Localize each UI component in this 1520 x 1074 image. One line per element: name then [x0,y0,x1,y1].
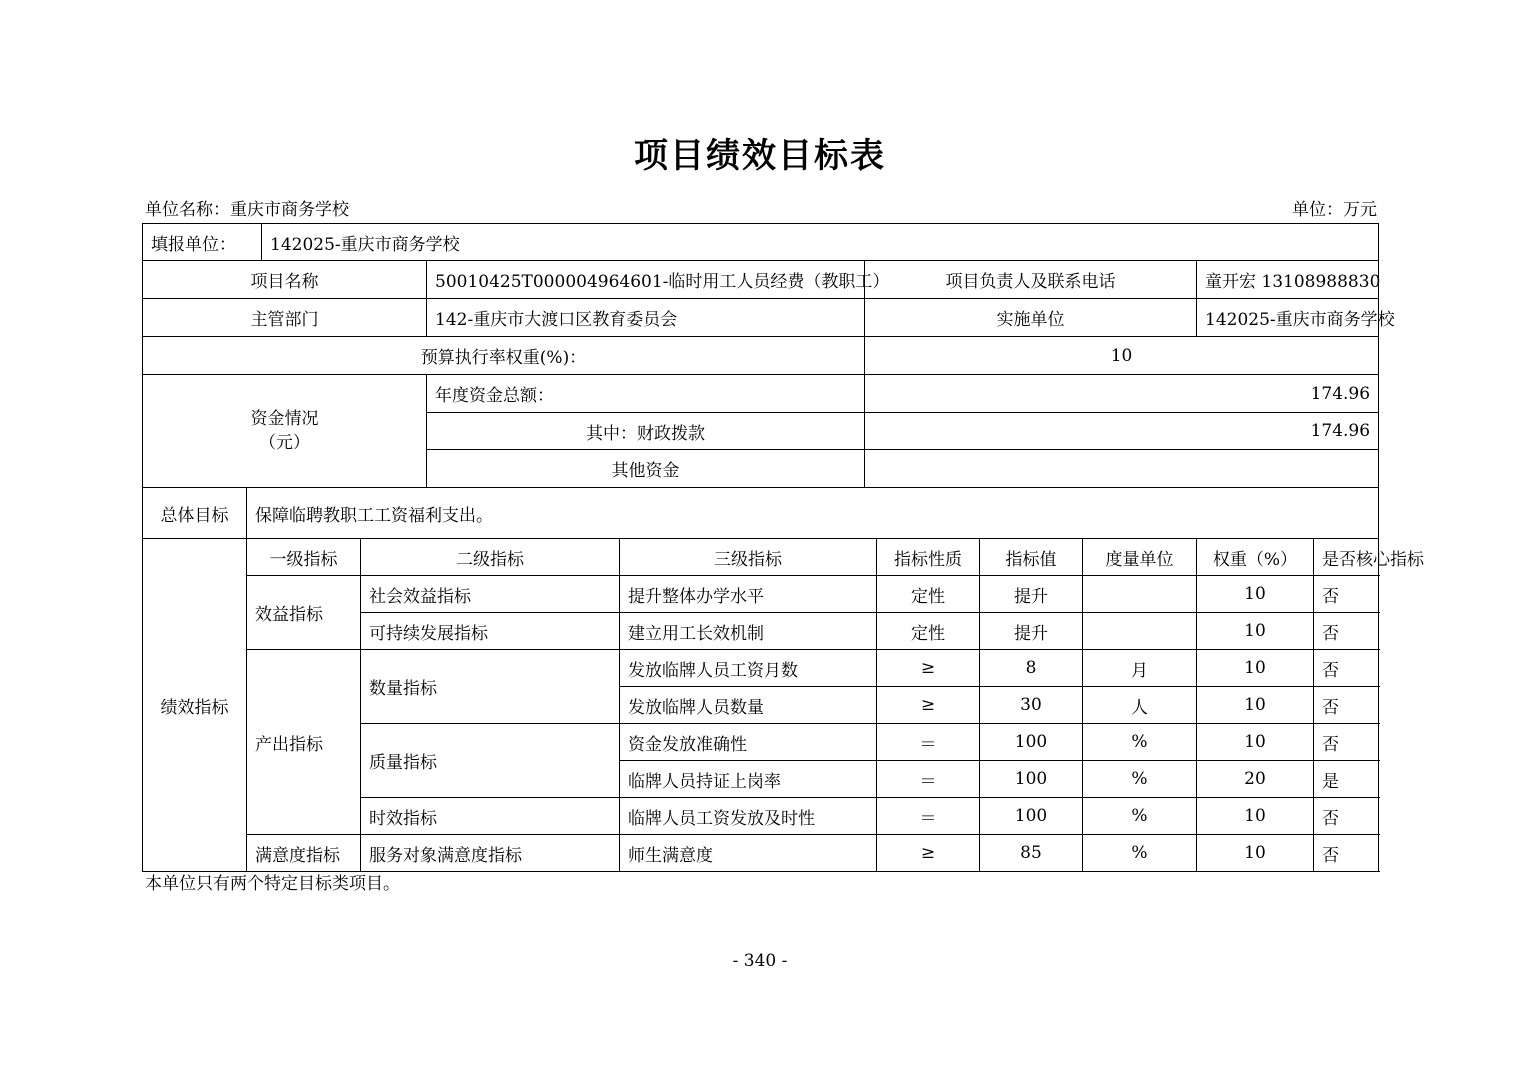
overall-row [143,488,1379,539]
core-cell: 否 [1314,798,1379,835]
level3-cell: 建立用工长效机制 [620,613,877,650]
level3-cell: 发放临牌人员工资月数 [620,650,877,687]
weight-cell: 10 [1197,613,1314,650]
header-core: 是否核心指标 [1314,539,1379,576]
nature-cell: ＝ [877,798,980,835]
funds-label-line2: （元） [259,433,310,453]
nature-cell: ≥ [877,687,980,724]
performance-target-table [142,223,1424,872]
weight-cell: 10 [1197,576,1314,613]
page-number: - 340 - [732,951,788,971]
value-cell: 85 [980,835,1083,872]
level1-satisfaction: 满意度指标 [247,835,361,872]
weight-cell: 20 [1197,761,1314,798]
leader-label: 项目负责人及联系电话 [865,261,1197,299]
level2-quantity: 数量指标 [361,650,620,724]
nature-cell: ＝ [877,761,980,798]
unit-name: 单位名称：重庆市商务学校 [145,200,349,220]
footnote: 本单位只有两个特定目标类项目。 [145,874,400,894]
core-cell: 否 [1314,576,1379,613]
level2-social: 社会效益指标 [361,576,620,613]
funds-total-row [143,375,1379,413]
header-nature: 指标性质 [877,539,980,576]
unit-cell [1083,576,1197,613]
level2-sustainable: 可持续发展指标 [361,613,620,650]
value-cell: 提升 [980,576,1083,613]
core-cell: 否 [1314,724,1379,761]
unit-cell: % [1083,724,1197,761]
leader-value: 童开宏 13108988830 [1197,261,1379,299]
table-row [143,835,1379,872]
value-cell: 30 [980,687,1083,724]
table-row [143,650,1379,687]
level3-cell: 资金发放准确性 [620,724,877,761]
currency-unit: 单位：万元 [1292,200,1377,220]
fill-unit-value: 142025-重庆市商务学校 [262,224,1379,261]
impl-value: 142025-重庆市商务学校 [1197,299,1379,337]
level1-output: 产出指标 [247,650,361,835]
funds-label-line1: 资金情况 [250,409,319,429]
level3-cell: 临牌人员工资发放及时性 [620,798,877,835]
header-unit: 度量单位 [1083,539,1197,576]
value-cell: 100 [980,724,1083,761]
funds-label [143,375,427,488]
budget-weight-row [143,337,1379,375]
fill-unit-row [143,224,1379,261]
unit-cell: % [1083,761,1197,798]
overall-label: 总体目标 [143,488,247,539]
weight-cell: 10 [1197,650,1314,687]
project-name-label: 项目名称 [143,261,427,299]
unit-cell: 人 [1083,687,1197,724]
funds-total-label: 年度资金总额： [427,375,865,413]
funds-other-value [865,450,1379,488]
overall-value: 保障临聘教职工工资福利支出。 [247,488,1379,539]
core-cell: 否 [1314,687,1379,724]
header-value: 指标值 [980,539,1083,576]
perf-label: 绩效指标 [143,539,247,872]
weight-cell: 10 [1197,798,1314,835]
core-cell: 否 [1314,650,1379,687]
dept-value: 142-重庆市大渡口区教育委员会 [427,299,865,337]
header-level1: 一级指标 [247,539,361,576]
nature-cell: 定性 [877,613,980,650]
unit-cell [1083,613,1197,650]
level2-service-satisfaction: 服务对象满意度指标 [361,835,620,872]
level1-benefit: 效益指标 [247,576,361,650]
header-level3: 三级指标 [620,539,877,576]
project-name-value: 50010425T000004964601-临时用工人员经费（教职工） [427,261,865,299]
level3-cell: 临牌人员持证上岗率 [620,761,877,798]
project-name-row [143,261,1379,299]
core-cell: 是 [1314,761,1379,798]
budget-weight-value: 10 [865,337,1379,375]
table-row [143,576,1379,613]
page-title: 项目绩效目标表 [634,136,886,176]
level3-cell: 师生满意度 [620,835,877,872]
level3-cell: 发放临牌人员数量 [620,687,877,724]
dept-label: 主管部门 [143,299,427,337]
perf-header-row [143,539,1379,576]
core-cell: 否 [1314,835,1379,872]
weight-cell: 10 [1197,724,1314,761]
weight-cell: 10 [1197,687,1314,724]
nature-cell: ≥ [877,835,980,872]
fill-unit-label: 填报单位： [143,224,262,261]
level3-cell: 提升整体办学水平 [620,576,877,613]
funds-total-value: 174.96 [865,375,1379,413]
value-cell: 100 [980,761,1083,798]
nature-cell: ＝ [877,724,980,761]
value-cell: 8 [980,650,1083,687]
unit-cell: % [1083,798,1197,835]
level2-quality: 质量指标 [361,724,620,798]
value-cell: 提升 [980,613,1083,650]
funds-fiscal-label: 其中：财政拨款 [427,413,865,450]
core-cell: 否 [1314,613,1379,650]
value-cell: 100 [980,798,1083,835]
dept-row [143,299,1379,337]
funds-fiscal-value: 174.96 [865,413,1379,450]
unit-cell: % [1083,835,1197,872]
nature-cell: ≥ [877,650,980,687]
funds-other-label: 其他资金 [427,450,865,488]
unit-cell: 月 [1083,650,1197,687]
impl-label: 实施单位 [865,299,1197,337]
budget-weight-label: 预算执行率权重(%)： [143,337,865,375]
nature-cell: 定性 [877,576,980,613]
weight-cell: 10 [1197,835,1314,872]
header-weight: 权重（%） [1197,539,1314,576]
level2-timeliness: 时效指标 [361,798,620,835]
header-level2: 二级指标 [361,539,620,576]
